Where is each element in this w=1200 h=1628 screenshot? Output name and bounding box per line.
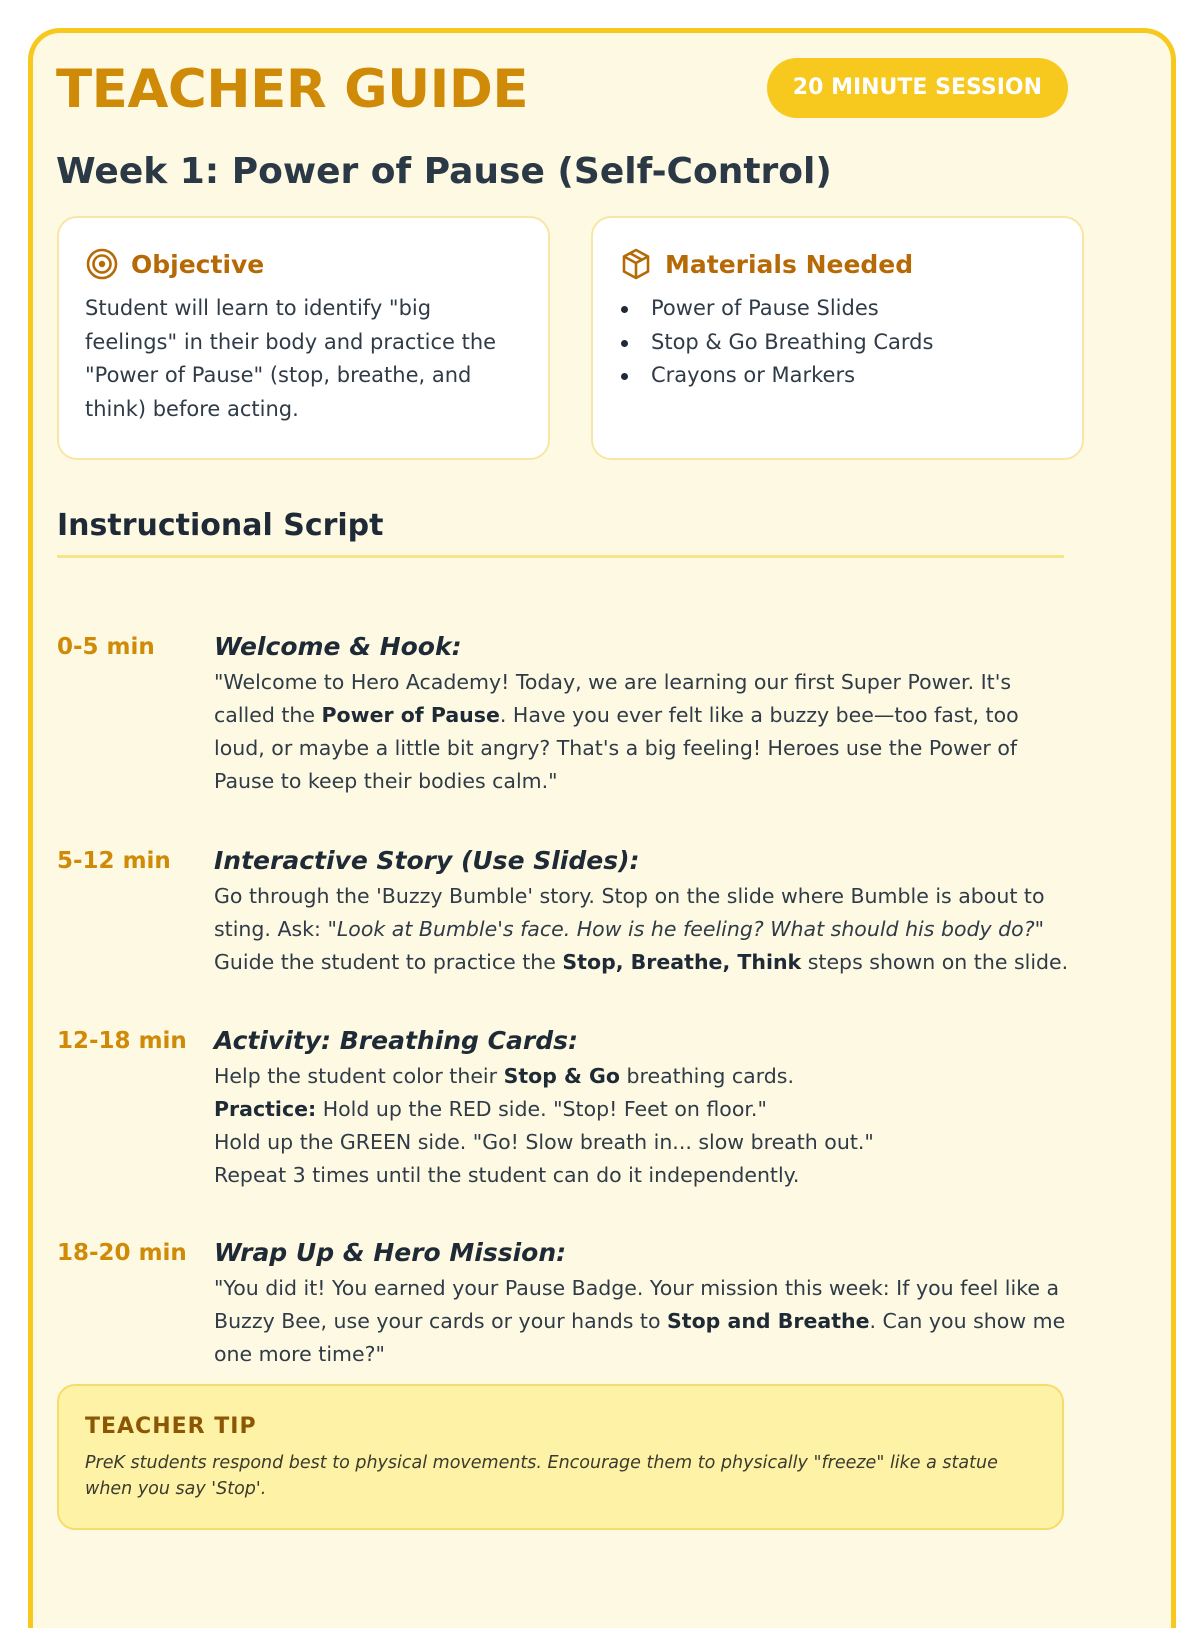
step-text: Help the student color their Stop & Go breathing cards. Practice: Hold up the RED side. "Stop! Feet on floor." Hold up the GREEN side. "Go! Slow breath in... slow breath out." Repeat 3 times until the student can do it independently. <box>214 1064 874 1187</box>
materials-title: Materials Needed <box>665 249 914 279</box>
step-title: Welcome & Hook: <box>214 632 462 661</box>
session-badge: 20 MINUTE SESSION <box>767 58 1068 118</box>
objective-card <box>57 216 550 460</box>
tip-title: TEACHER TIP <box>85 1414 257 1439</box>
step-time: 12-18 min <box>57 1028 187 1054</box>
step-text: Go through the 'Buzzy Bumble' story. Stop on the slide where Bumble is about to sting. Ask: "Look at Bumble's face. How is he feeling? What should his body do?" Guide the student to practice the Stop, Breathe, Think steps shown on the slide. <box>214 884 1069 974</box>
guide-header <box>56 58 1068 192</box>
step-body <box>214 1024 1069 1192</box>
objective-title: Objective <box>131 249 265 279</box>
step-body <box>214 1236 1069 1371</box>
step-text: "Welcome to Hero Academy! Today, we are learning our first Super Power. It's called the Power of Pause. Have you ever felt like a buzzy bee—too fast, too loud, or maybe a little bit angry? That's a big feeling! Heroes use the Power of Pause to keep their bodies calm." <box>214 670 1019 793</box>
materials-header <box>619 246 1056 282</box>
page-subtitle: Week 1: Power of Pause (Self-Control) <box>56 151 832 192</box>
step-title: Activity: Breathing Cards: <box>214 1026 578 1055</box>
tip-text: PreK students respond best to physical movements. Encourage them to physically "freeze" like a statue when you say 'Stop'. <box>85 1453 998 1499</box>
script-title: Instructional Script <box>57 508 384 543</box>
step-body <box>214 630 1069 798</box>
list-item: Power of Pause Slides <box>619 292 1056 326</box>
materials-list <box>619 292 1056 393</box>
objective-text: Student will learn to identify "big feelings" in their body and practice the "Power of Pause" (stop, breathe, and think) before acting. <box>85 296 497 421</box>
list-item: Crayons or Markers <box>619 359 1056 393</box>
objective-header <box>85 246 522 282</box>
step-time: 5-12 min <box>57 848 171 874</box>
target-icon <box>85 247 119 281</box>
step-text: "You did it! You earned your Pause Badge. Your mission this week: If you feel like a Buzzy Bee, use your cards or your hands to Stop and Breathe. Can you show me one more time?" <box>214 1276 1066 1366</box>
list-item: Stop & Go Breathing Cards <box>619 326 1056 360</box>
section-divider <box>57 555 1064 558</box>
teacher-tip <box>57 1384 1064 1530</box>
step-title: Interactive Story (Use Slides): <box>214 846 640 875</box>
materials-card <box>591 216 1084 460</box>
step-body <box>214 844 1069 979</box>
step-time: 18-20 min <box>57 1240 187 1266</box>
step-time: 0-5 min <box>57 634 155 660</box>
box-icon <box>619 247 653 281</box>
page-title: TEACHER GUIDE <box>56 59 529 120</box>
step-title: Wrap Up & Hero Mission: <box>214 1238 567 1267</box>
